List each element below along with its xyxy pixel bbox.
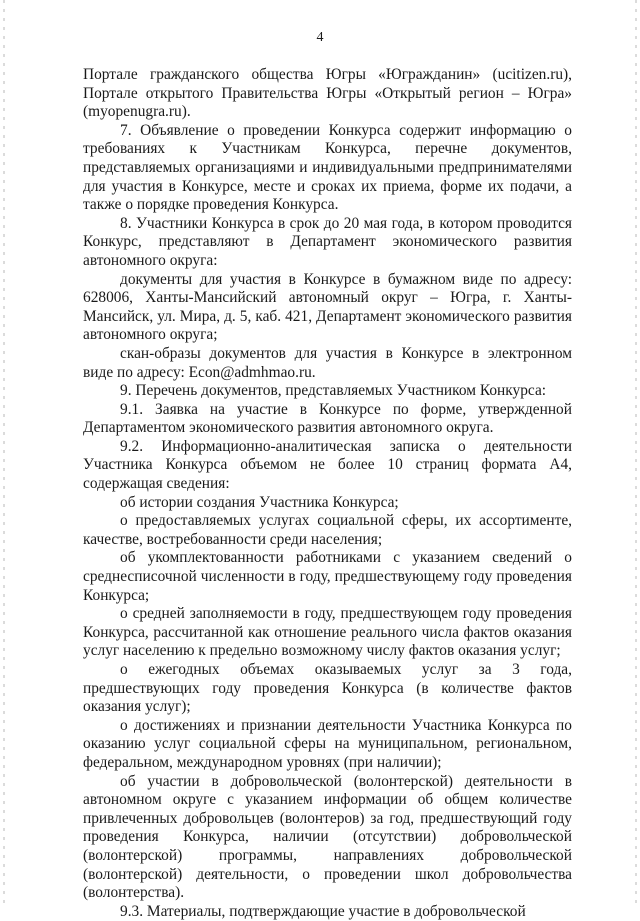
paragraph: об укомплектованности работниками с указанием сведений о среднесписочной численности в году, предшествующему году проведения Конкурса; <box>83 549 572 604</box>
paragraph: об участии в добровольческой (волонтерской) деятельности в автономном округе с указанием информации об общем количестве привлеченных добровольцев (волонтеров) за год, предшествующий году проведения Конкурса, наличии (отсутствии) добровольческой (волонтерской) программы, направлениях добровольческой (волонтерской) деятельности, о проведении школ добровольчества (волонтерства). <box>83 772 572 902</box>
paragraph: документы для участия в Конкурсе в бумажном виде по адресу: 628006, Ханты-Мансийский автономный округ – Югра, г. Ханты-Мансийск, ул. Мира, д. 5, каб. 421, Департамент экономического развития автономного округа; <box>83 270 572 344</box>
paragraph: 7. Объявление о проведении Конкурса содержит информацию о требованиях к Участникам Конкурса, перечне документов, представляемых организациями и индивидуальными предпринимателями для участия в Конкурсе, месте и сроках их приема, форме их подачи, а также о порядке проведения Конкурса. <box>83 121 572 214</box>
page-number: 4 <box>316 30 324 45</box>
document-body <box>83 66 572 921</box>
paragraph: 8. Участники Конкурса в срок до 20 мая года, в котором проводится Конкурс, представляют в Департамент экономического развития автономного округа: <box>83 214 572 269</box>
paragraph: о средней заполняемости в году, предшествующем году проведения Конкурса, рассчитанной как отношение реального числа фактов оказания услуг населению к предельно возможному числу фактов оказания услуг; <box>83 605 572 660</box>
paragraph: 9.3. Материалы, подтверждающие участие в добровольческой <box>120 902 526 920</box>
paragraph: о предоставляемых услугах социальной сферы, их ассортименте, качестве, востребованности среди населения; <box>83 512 572 548</box>
paragraph: об истории создания Участника Конкурса; <box>120 493 399 511</box>
paragraph: о ежегодных объемах оказываемых услуг за 3 года, предшествующих году проведения Конкурса (в количестве фактов оказания услуг); <box>83 661 572 716</box>
scan-edge-left <box>3 0 5 905</box>
paragraph: Портале гражданского общества Югры «Югражданин» (ucitizen.ru), Портале открытого Правительства Югры «Открытый регион – Югра» (myopenugra.ru). <box>83 66 572 121</box>
paragraph: 9.1. Заявка на участие в Конкурсе по форме, утвержденной Департаментом экономического развития автономного округа. <box>83 400 572 437</box>
paragraph: скан-образы документов для участия в Конкурсе в электронном виде по адресу: Econ@admhmao.ru. <box>83 344 572 381</box>
paragraph: 9. Перечень документов, представляемых Участником Конкурса: <box>120 382 547 400</box>
scan-edge-right <box>635 0 637 905</box>
paragraph: о достижениях и признании деятельности Участника Конкурса по оказанию услуг социальной сферы на муниципальном, региональном, федеральном, международном уровнях (при наличии); <box>83 716 572 771</box>
paragraph: 9.2. Информационно-аналитическая записка о деятельности Участника Конкурса объемом не более 10 страниц формата А4, содержащая сведения: <box>83 437 572 493</box>
